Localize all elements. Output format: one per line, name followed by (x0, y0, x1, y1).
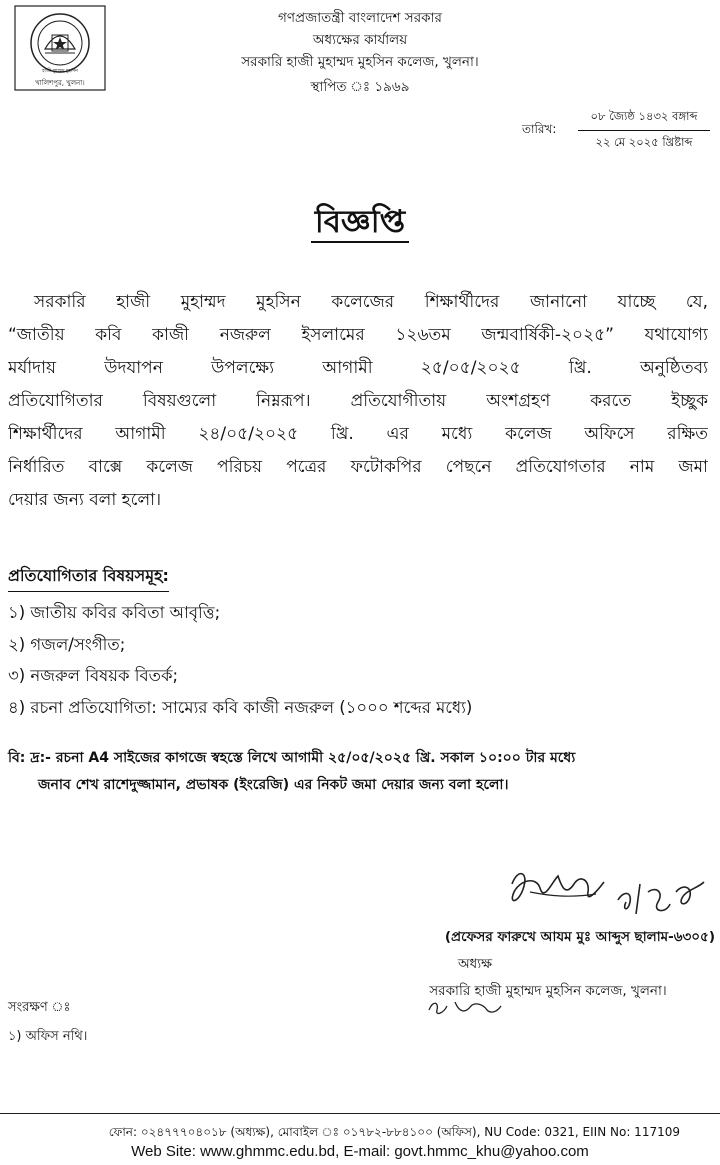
note (8, 745, 713, 799)
signatory-college: সরকারি হাজী মুহাম্মদ মুহসিন কলেজ, খুলনা। (429, 983, 667, 999)
date-label: তারিখ: (522, 122, 557, 136)
body-line: সরকারি হাজী মুহাম্মদ মুহসিন কলেজের শিক্ষার্থীদের জানানো যাচ্ছে যে, (34, 292, 708, 312)
body-line: নির্ধারিত বাক্সে কলেজ পরিচয় পত্রের ফটোকপির পেছনে প্রতিযোগতার নাম জমা (8, 457, 708, 477)
college-name: সরকারি হাজী মুহাম্মদ মুহসিন কলেজ, খুলনা। (241, 54, 479, 70)
body-line: শিক্ষার্থীদের আগামী ২৪/০৫/২০২৫ খ্রি. এর মধ্যে কলেজ অফিসে রক্ষিত (8, 424, 708, 444)
logo-text-bottom: খালিশপুর, খুলনা। (35, 79, 85, 87)
logo-text-top: হাজী মুহাম্মদ মুহসিন (42, 69, 78, 74)
date-block (578, 108, 710, 153)
signatory-role: অধ্যক্ষ (457, 956, 493, 972)
college-logo (14, 5, 106, 91)
date-gregorian: ২২ মে ২০২৫ খ্রিষ্টাব্দ (595, 135, 693, 149)
body-line: প্রতিযোগিতার বিষয়গুলো নিম্নরূপ। প্রতিযোগীতায় অংশগ্রহণ করতে ইচ্ছুক (8, 391, 708, 411)
list-item: ১) জাতীয় কবির কবিতা আবৃত্তি; (8, 603, 221, 622)
competitions-heading: প্রতিযোগিতার বিষয়সমূহ: (8, 563, 169, 592)
body-line: দেয়ার জন্য বলা হলো। (8, 490, 162, 510)
footer-contact: ফোন: ০২৪৭৭৭০৪০১৮ (অধ্যক্ষ), মোবাইল ঃ ০১৭৮২-৮৮৪১০০ (অফিস), NU Code: 0321, EIIN No: 117109 (108, 1125, 680, 1139)
date-bangla: ০৮ জ্যৈষ্ঠ ১৪৩২ বঙ্গাব্দ (578, 108, 710, 131)
note-line-2: জনাব শেখ রাশেদুজ্জামান, প্রভাষক (ইংরেজি) এর নিকট জমা দেয়ার জন্য বলা হলো। (38, 777, 509, 793)
govt-name: গণপ্রজাতন্ত্রী বাংলাদেশ সরকার (278, 10, 442, 26)
body-line: “জাতীয় কবি কাজী নজরুল ইসলামের ১২৬তম জন্মবার্ষিকী-২০২৫” যথাযোগ্য (8, 325, 708, 345)
footer (0, 1113, 720, 1162)
list-item: ৩) নজরুল বিষয়ক বিতর্ক; (8, 666, 179, 685)
notice-title-text: বিজ্ঞপ্তি (311, 204, 409, 243)
signature (500, 862, 712, 934)
body-line: মর্যাদায় উদযাপন উপলক্ষ্যে আগামী ২৫/০৫/২০২৫ খ্রি. অনুষ্ঠিতব্য (8, 358, 708, 378)
footer-web: Web Site: www.ghmmc.edu.bd, E-mail: govt.hmmc_khu@yahoo.com (131, 1143, 589, 1160)
signatory-name: (প্রফেসর ফারুখে আযম মুঃ আব্দুস ছালাম-৬৩০৫) (444, 929, 715, 945)
notice-title (260, 198, 460, 250)
competitions-list (8, 597, 708, 723)
cc-heading: সংরক্ষণ ঃ (8, 1000, 71, 1015)
notice-body (8, 286, 708, 517)
list-item: ২) গজল/সংগীত; (8, 634, 126, 654)
list-item: ৪) রচনা প্রতিযোগিতা: সাম্যের কবি কাজী নজরুল (১০০০ শব্দের মধ্যে) (8, 697, 473, 717)
office-name: অধ্যক্ষের কার্যালয় (312, 32, 408, 48)
initials-mark (425, 996, 505, 1018)
established-year: স্থাপিত ঃ ১৯৬৯ (310, 79, 410, 95)
note-line-1: বি: দ্র:- রচনা A4 সাইজের কাগজে স্বহস্তে লিখে আগামী ২৫/০৫/২০২৫ খ্রি. সকাল ১০:০০ টার মধ্যে (8, 750, 576, 766)
cc-item: ১) অফিস নথি। (8, 1029, 88, 1044)
